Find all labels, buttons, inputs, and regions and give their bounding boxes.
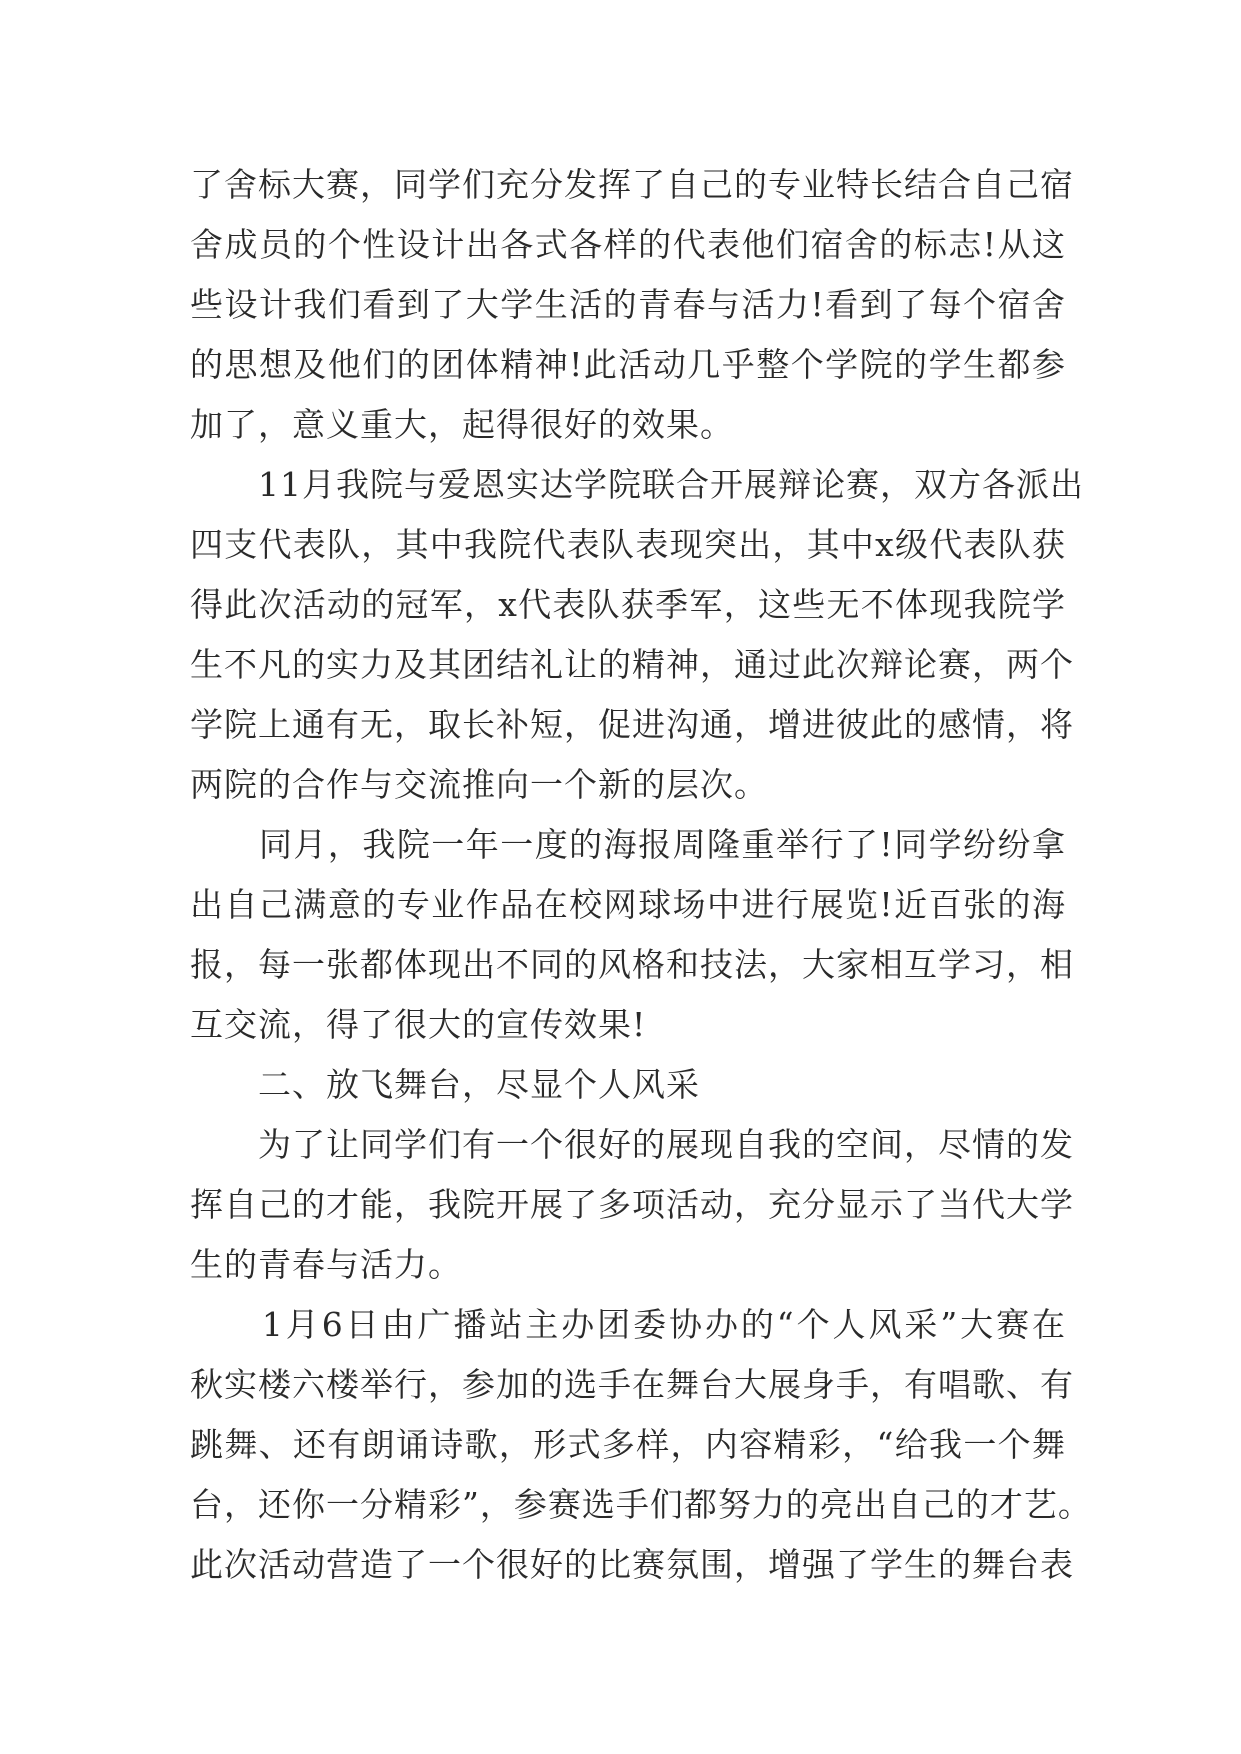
text-line: 加了，意义重大，起得很好的效果。 (190, 405, 734, 444)
text-line: 出自己满意的专业作品在校网球场中进行展览!近百张的海 (190, 885, 1066, 924)
section-heading: 二、放飞舞台，尽显个人风采 (190, 1065, 700, 1104)
text-line: 些设计我们看到了大学生活的青春与活力!看到了每个宿舍 (190, 285, 1066, 324)
text-line: 的思想及他们的团体精神!此活动几乎整个学院的学生都参 (190, 345, 1066, 384)
text-line: 了舍标大赛，同学们充分发挥了自己的专业特长结合自己宿 (190, 165, 1074, 204)
text-line: 1月6日由广播站主办团委协办的“个人风采”大赛在 (190, 1305, 1066, 1344)
text-line: 得此次活动的冠军，x代表队获季军，这些无不体现我院学 (190, 585, 1066, 624)
text-line: 学院上通有无，取长补短，促进沟通，增进彼此的感情，将 (190, 705, 1074, 744)
text-line: 跳舞、还有朗诵诗歌，形式多样，内容精彩，“给我一个舞 (190, 1425, 1066, 1464)
text-line: 舍成员的个性设计出各式各样的代表他们宿舍的标志!从这 (190, 225, 1066, 264)
text-line: 互交流，得了很大的宣传效果! (190, 1005, 647, 1044)
text-line: 同月，我院一年一度的海报周隆重举行了!同学纷纷拿 (190, 825, 1066, 864)
text-line: 报，每一张都体现出不同的风格和技法，大家相互学习，相 (190, 945, 1074, 984)
text-line: 为了让同学们有一个很好的展现自我的空间，尽情的发 (190, 1125, 1074, 1164)
body-text (190, 155, 1092, 1595)
text-line: 生不凡的实力及其团结礼让的精神，通过此次辩论赛，两个 (190, 645, 1074, 684)
text-line: 两院的合作与交流推向一个新的层次。 (190, 765, 768, 804)
text-line: 秋实楼六楼举行，参加的选手在舞台大展身手，有唱歌、有 (190, 1365, 1074, 1404)
text-line: 11月我院与爱恩实达学院联合开展辩论赛，双方各派出 (190, 465, 1084, 504)
text-line: 四支代表队，其中我院代表队表现突出，其中x级代表队获 (190, 525, 1066, 564)
text-line: 生的青春与活力。 (190, 1245, 462, 1284)
text-line: 挥自己的才能，我院开展了多项活动，充分显示了当代大学 (190, 1185, 1074, 1224)
text-line: 台，还你一分精彩”，参赛选手们都努力的亮出自己的才艺。 (190, 1485, 1092, 1524)
text-line: 此次活动营造了一个很好的比赛氛围，增强了学生的舞台表 (190, 1545, 1074, 1584)
